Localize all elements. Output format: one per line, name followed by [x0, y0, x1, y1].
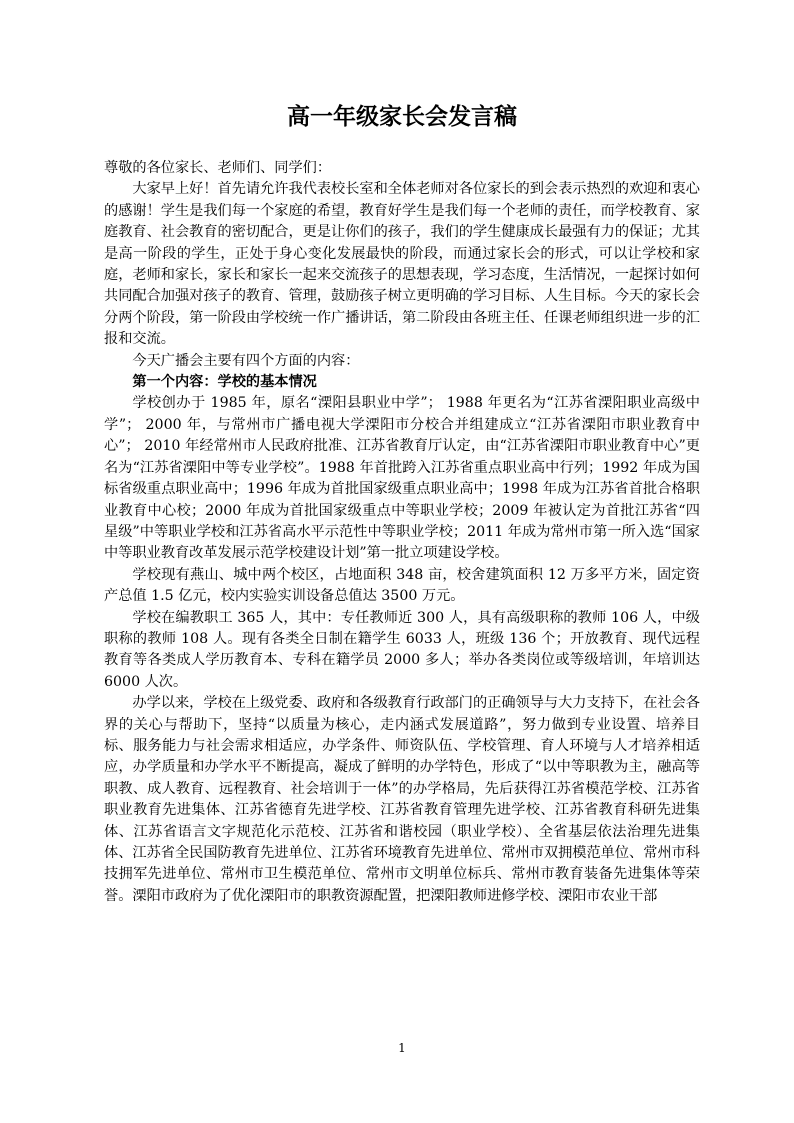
paragraph-agenda: 今天广播会主要有四个方面的内容：: [132, 352, 360, 369]
page-number: 1: [398, 1041, 406, 1055]
document-body: [104, 158, 700, 907]
paragraph-achievements: 办学以来，学校在上级党委、政府和各级教育行政部门的正确领导与大力支持下，在社会各界的关心与帮助下，坚持“以质量为核心，走内涵式发展道路”，努力做到专业设置、培养目标、服务能力与社会需求相适应，办学条件、师资队伍、学校管理、育人环境与人才培养相适应，办学质量和办学水平不断提高，凝成了鲜明的办学特色，形成了“以中等职教为主，融高等职教、成人教育、远程教育、社会培训于一体”的办学格局，先后获得江苏省模范学校、江苏省职业教育先进集体、江苏省德育先进学校、江苏省教育管理先进学校、江苏省教育科研先进集体、江苏省语言文字规范化示范校、江苏省和谐校园（职业学校）、全省基层依法治理先进集体、江苏省全民国防教育先进单位、江苏省环境教育先进单位、常州市双拥模范单位、常州市科技拥军先进单位、常州市卫生模范单位、常州市文明单位标兵、常州市教育装备先进集体等荣誉。溧阳市政府为了优化溧阳市的职教资源配置，把溧阳教师进修学校、溧阳市农业干部: [104, 695, 700, 904]
document-page: [104, 0, 700, 1123]
salutation: 尊敬的各位家长、老师们、同学们：: [104, 160, 332, 176]
document-title: 高一年级家长会发言稿: [287, 103, 517, 130]
paragraph-opening: 大家早上好！首先请允许我代表校长室和全体老师对各位家长的到会表示热烈的欢迎和衷心的感谢！学生是我们每一个家庭的希望，教育好学生是我们每一个老师的责任，而学校教育、家庭教育、社会教育的密切配合，更是让你们的孩子，我们的学生健康成长最强有力的保证；尤其是高一阶段的学生，正处于身心变化发展最快的阶段，而通过家长会的形式，可以让学校和家庭，老师和家长，家长和家长一起来交流孩子的思想表现，学习态度，生活情况，一起探讨如何共同配合加强对孩子的教育、管理，鼓励孩子树立更明确的学习目标、人生目标。今天的家长会分两个阶段，第一阶段由学校统一作广播讲话，第二阶段由各班主任、任课老师组织进一步的汇报和交流。: [104, 181, 700, 348]
paragraph-history: 学校创办于 1985 年，原名“溧阳县职业中学”； 1988 年更名为“江苏省溧阳职业高级中学”； 2000 年，与常州市广播电视大学溧阳市分校合并组建成立“江苏省溧阳市职业教育中心”； 2010 年经常州市人民政府批准、江苏省教育厅认定，由“江苏省溧阳市职业教育中心”更名为“江苏省溧阳中等专业学校”。1988 年首批跨入江苏省重点职业高中行列；1992 年成为国标省级重点职业高中；1996 年成为首批国家级重点职业高中；1998 年成为江苏省首批合格职业教育中心校；2000 年成为首批国家级重点中等职业学校；2009 年被认定为首批江苏省“四星级”中等职业学校和江苏省高水平示范性中等职业学校；2011 年成为常州市第一所入选“国家中等职业教育改革发展示范学校建设计划”第一批立项建设学校。: [104, 395, 700, 562]
paragraph-campus: 学校现有燕山、城中两个校区，占地面积 348 亩，校舍建筑面积 12 万多平方米，固定资产总值 1.5 亿元，校内实验实训设备总值达 3500 万元。: [104, 566, 700, 605]
paragraph-staff: 学校在编教职工 365 人，其中：专任教师近 300 人，具有高级职称的教师 106 人，中级职称的教师 108 人。现有各类全日制在籍学生 6033 人，班级 136 个；开放教育、现代远程教育等各类成人学历教育本、专科在籍学员 2000 多人；举办各类岗位或等级培训，年培训达 6000 人次。: [104, 609, 700, 690]
section-heading: 第一个内容：学校的基本情况: [132, 374, 317, 391]
